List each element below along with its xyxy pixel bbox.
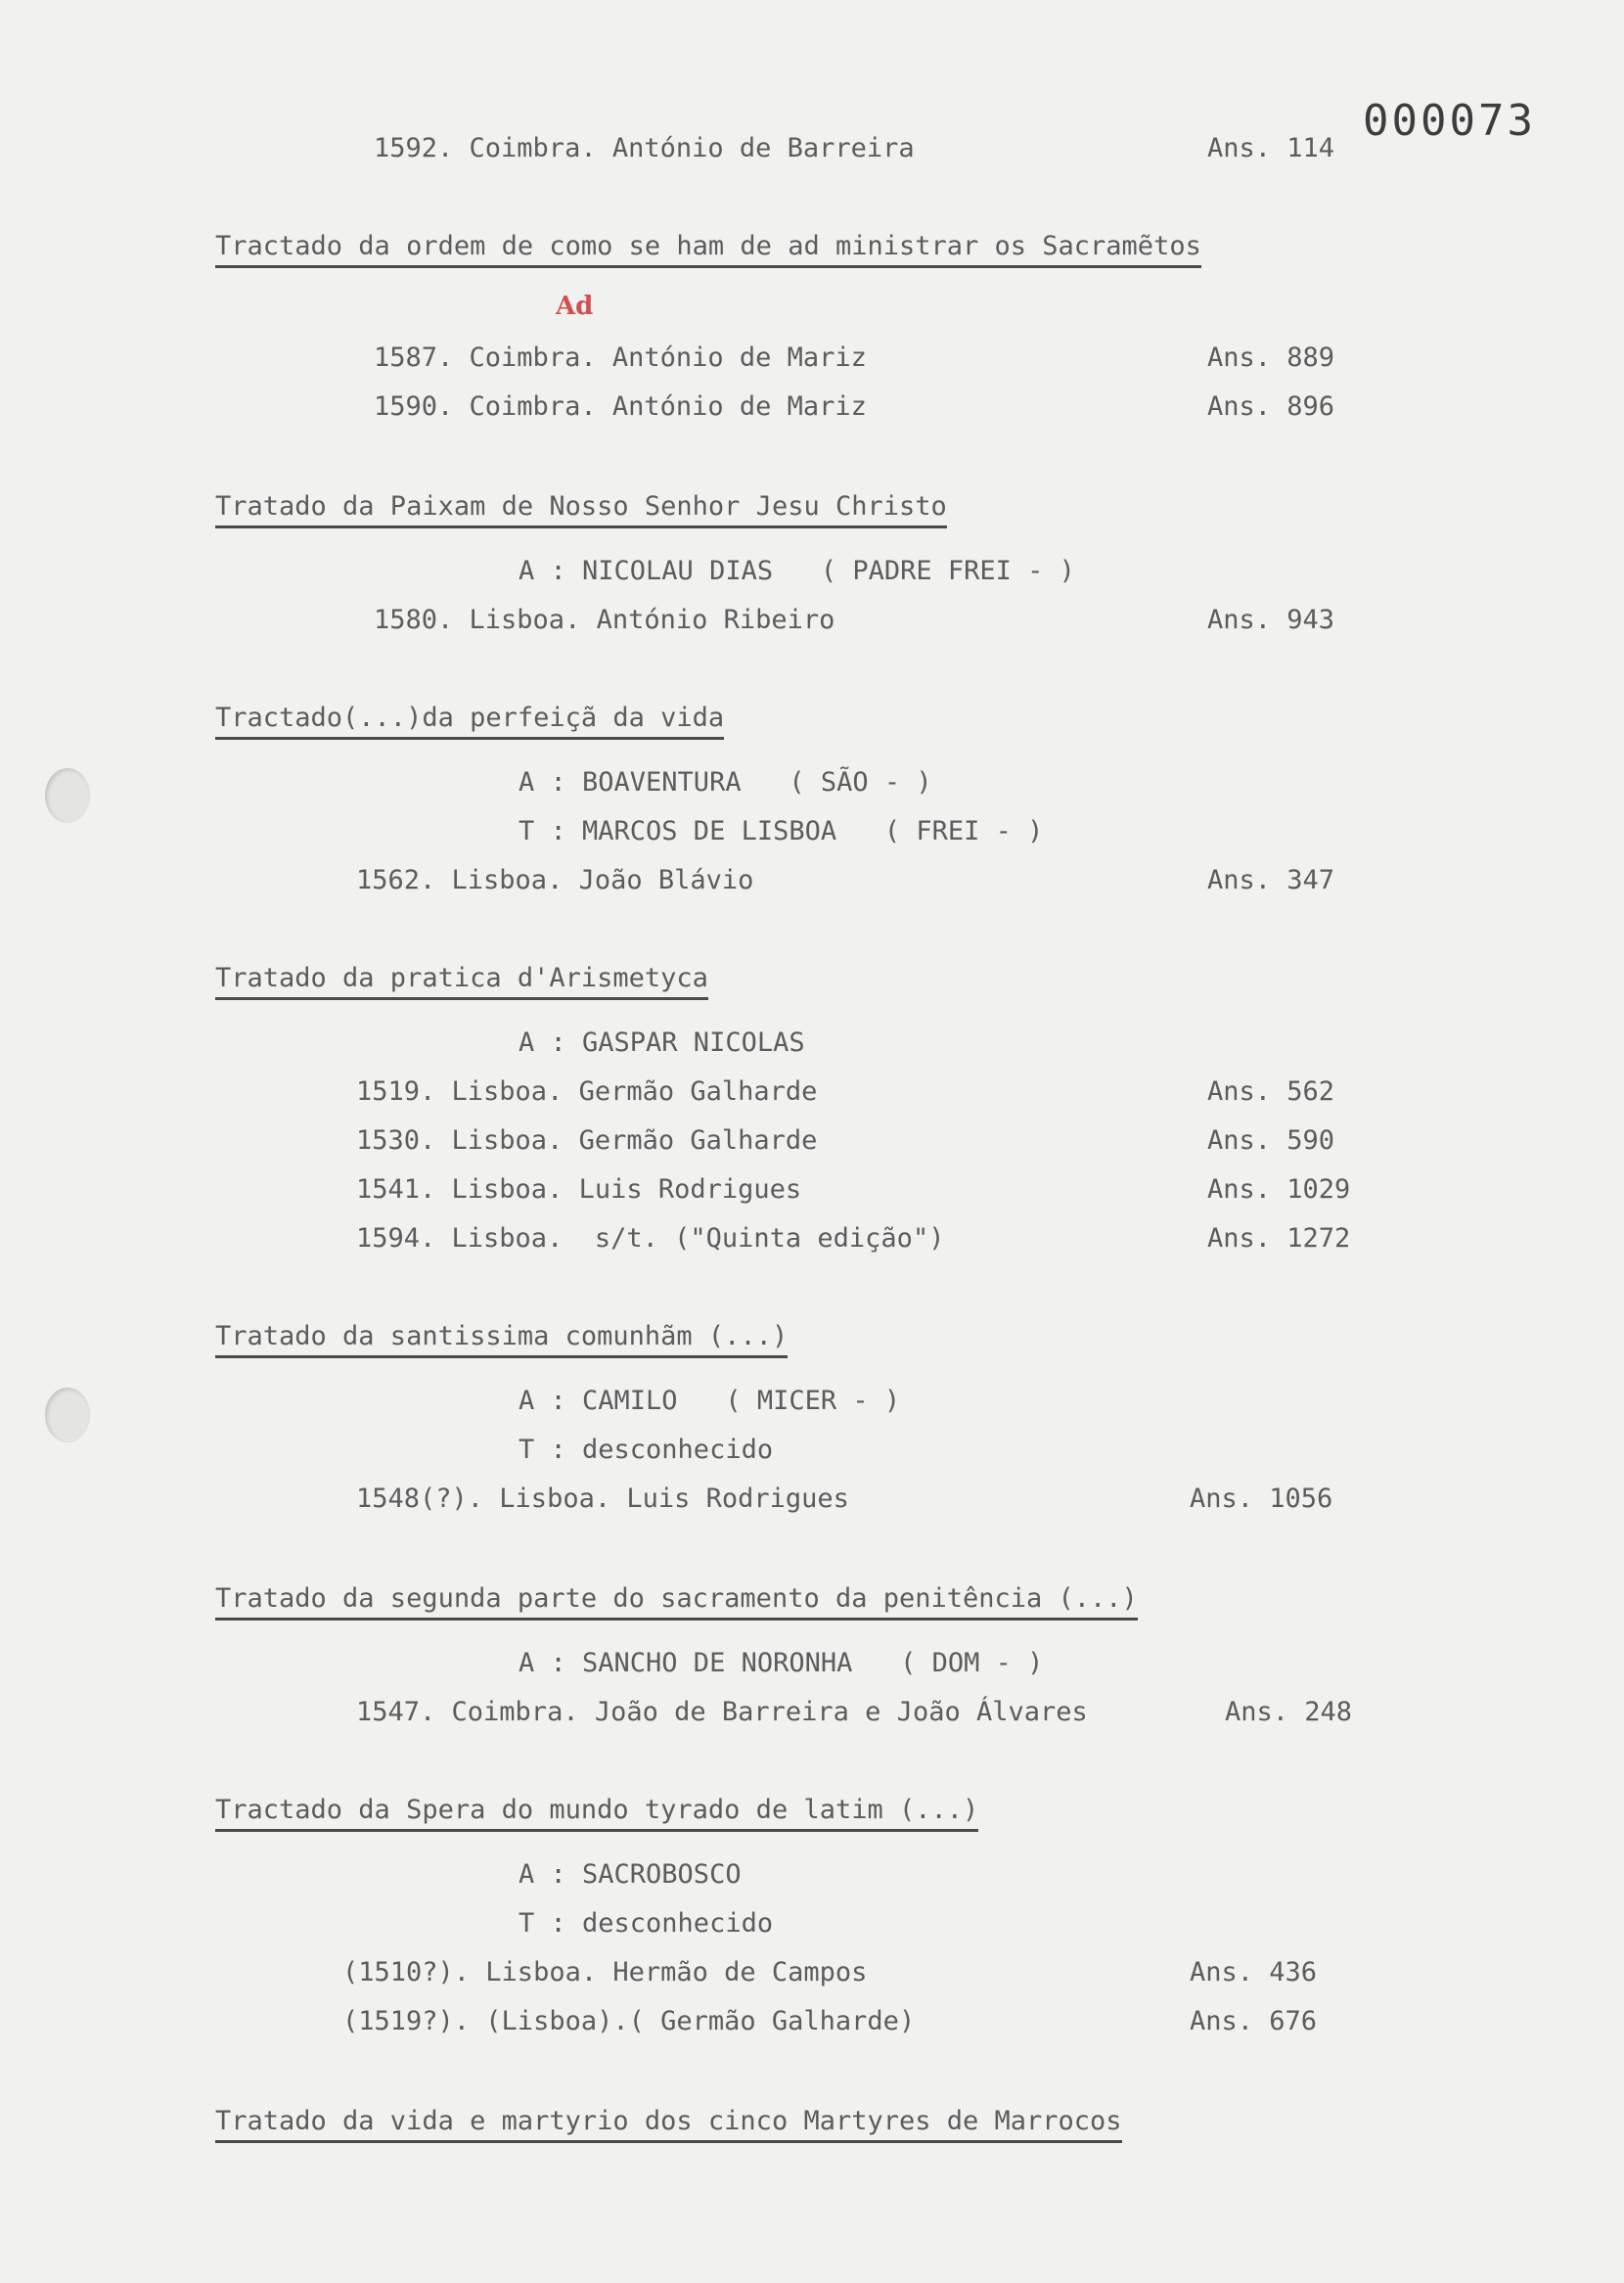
entry-title: Tratado da pratica d'Arismetyca bbox=[215, 963, 708, 1000]
reference-number: Ans. 1056 bbox=[1190, 1484, 1333, 1514]
entry-title: Tractado da ordem de como se ham de ad ministrar os Sacramẽtos bbox=[215, 231, 1201, 268]
punch-hole bbox=[45, 768, 90, 823]
edition-line: (1510?). Lisboa. Hermão de Campos bbox=[342, 1957, 868, 1987]
reference-number: Ans. 248 bbox=[1225, 1697, 1353, 1727]
edition-line: 1547. Coimbra. João de Barreira e João Álvares bbox=[356, 1697, 1088, 1727]
reference-number: Ans. 347 bbox=[1207, 865, 1335, 895]
translator-line: T : desconhecido bbox=[519, 1908, 774, 1939]
edition-line: 1592. Coimbra. António de Barreira bbox=[374, 133, 915, 163]
entry-title: Tractado(...)da perfeiçã da vida bbox=[215, 703, 724, 740]
entry-title: Tratado da Paixam de Nosso Senhor Jesu Christo bbox=[215, 491, 947, 528]
reference-number: Ans. 896 bbox=[1207, 391, 1335, 422]
reference-number: Ans. 676 bbox=[1190, 2006, 1318, 2036]
reference-number: Ans. 590 bbox=[1207, 1125, 1335, 1156]
author-line: A : BOAVENTURA ( SÃO - ) bbox=[519, 767, 932, 798]
entry-title: Tractado da Spera do mundo tyrado de latim (...) bbox=[215, 1795, 978, 1832]
reference-number: Ans. 114 bbox=[1207, 133, 1335, 163]
reference-number: Ans. 889 bbox=[1207, 342, 1335, 373]
edition-line: 1541. Lisboa. Luis Rodrigues bbox=[356, 1174, 802, 1205]
edition-line: 1590. Coimbra. António de Mariz bbox=[374, 391, 867, 422]
handwritten-annotation: Ad bbox=[556, 292, 594, 321]
edition-line: 1530. Lisboa. Germão Galharde bbox=[356, 1125, 818, 1156]
edition-line: 1587. Coimbra. António de Mariz bbox=[374, 342, 867, 373]
author-line: A : GASPAR NICOLAS bbox=[519, 1027, 805, 1058]
edition-line: 1580. Lisboa. António Ribeiro bbox=[374, 605, 835, 635]
edition-line: 1548(?). Lisboa. Luis Rodrigues bbox=[356, 1484, 849, 1514]
edition-line: 1594. Lisboa. s/t. ("Quinta edição") bbox=[356, 1223, 945, 1254]
reference-number: Ans. 1029 bbox=[1207, 1174, 1351, 1205]
page-number-stamp: 000073 bbox=[1363, 96, 1536, 146]
entry-title: Tratado da santissima comunhãm (...) bbox=[215, 1321, 788, 1358]
edition-line: 1519. Lisboa. Germão Galharde bbox=[356, 1076, 818, 1107]
edition-line: (1519?). (Lisboa).( Germão Galharde) bbox=[342, 2006, 916, 2036]
translator-line: T : MARCOS DE LISBOA ( FREI - ) bbox=[519, 816, 1044, 846]
edition-line: 1562. Lisboa. João Blávio bbox=[356, 865, 754, 895]
reference-number: Ans. 562 bbox=[1207, 1076, 1335, 1107]
reference-number: Ans. 943 bbox=[1207, 605, 1335, 635]
author-line: A : SACROBOSCO bbox=[519, 1859, 742, 1890]
translator-line: T : desconhecido bbox=[519, 1435, 774, 1465]
author-line: A : SANCHO DE NORONHA ( DOM - ) bbox=[519, 1648, 1044, 1678]
author-line: A : CAMILO ( MICER - ) bbox=[519, 1386, 901, 1416]
entry-title: Tratado da vida e martyrio dos cinco Martyres de Marrocos bbox=[215, 2106, 1122, 2143]
punch-hole bbox=[45, 1388, 90, 1442]
author-line: A : NICOLAU DIAS ( PADRE FREI - ) bbox=[519, 556, 1075, 586]
entry-title: Tratado da segunda parte do sacramento da penitência (...) bbox=[215, 1583, 1138, 1621]
reference-number: Ans. 436 bbox=[1190, 1957, 1318, 1987]
reference-number: Ans. 1272 bbox=[1207, 1223, 1351, 1254]
